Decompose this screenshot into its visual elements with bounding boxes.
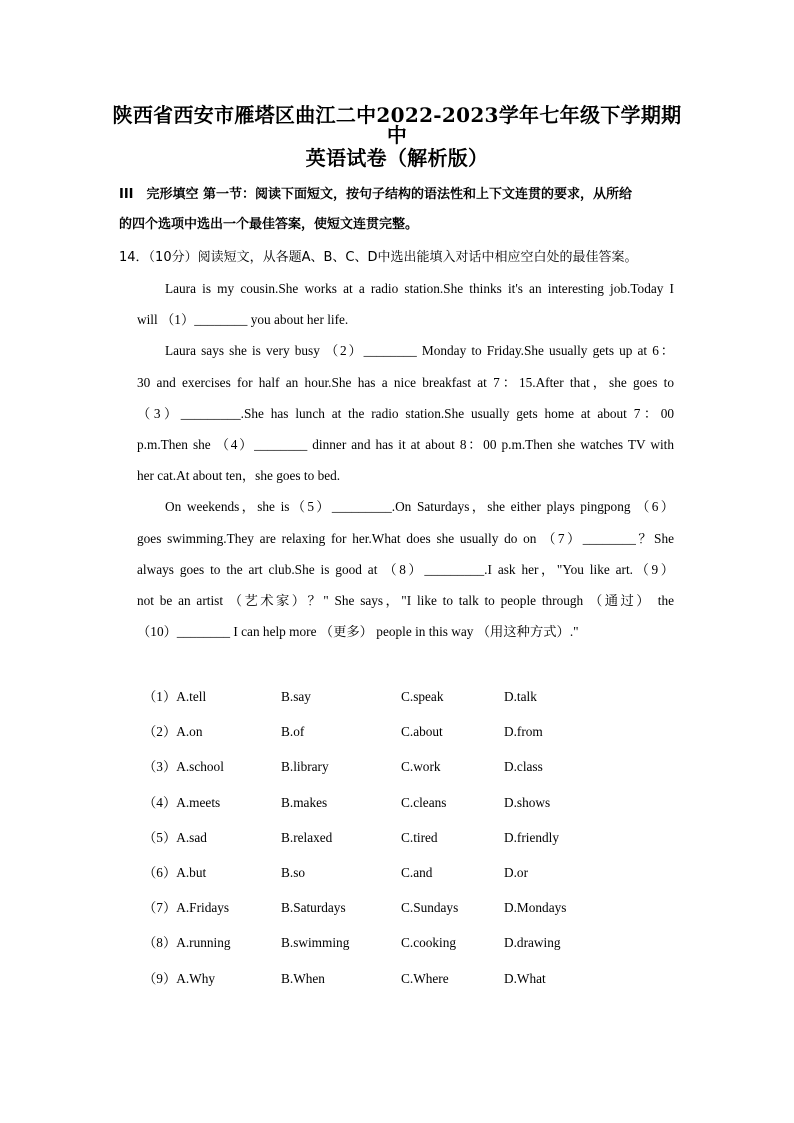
option-row bbox=[143, 824, 663, 859]
option-b: B.makes bbox=[281, 794, 328, 810]
option-d: D.drawing bbox=[504, 935, 561, 951]
section-heading-continued bbox=[119, 211, 679, 239]
option-c: C.work bbox=[401, 759, 441, 775]
option-row bbox=[143, 894, 663, 929]
option-a-text: A.running bbox=[176, 935, 231, 951]
option-c: C.Sundays bbox=[401, 900, 459, 916]
passage-line: 30 and exercises for half an hour.She has a nice breakfast at 7：15.After that，she goes to bbox=[137, 374, 674, 390]
option-c: C.speak bbox=[401, 689, 444, 704]
option-c: C.about bbox=[401, 724, 443, 740]
option-a-text: A.Fridays bbox=[176, 900, 230, 916]
option-b: B.so bbox=[281, 864, 306, 880]
page-title-continued: 英语试卷（解析版） bbox=[305, 146, 489, 170]
section-heading-text: III 完形填空 第一节：阅读下面短文，按句子结构的语法性和上下文连贯的要求，从所给 bbox=[119, 187, 633, 202]
option-a bbox=[143, 718, 202, 746]
option-b: B.relaxed bbox=[281, 829, 333, 845]
option-number: （9） bbox=[143, 970, 177, 986]
option-a bbox=[143, 859, 206, 887]
passage-line: her cat.At about ten，she goes to bed. bbox=[137, 468, 341, 484]
option-b: B.library bbox=[281, 759, 329, 775]
passage-line: goes swimming.They are relaxing for her.What does she usually do on （7）________？She bbox=[137, 530, 674, 546]
section-heading-cont-text: 的四个选项中选出一个最佳答案，使短文连贯完整。 bbox=[119, 217, 419, 232]
passage-line: p.m.Then she （4）________ dinner and has it at about 8：00 p.m.Then she watches TV with bbox=[137, 436, 674, 452]
option-number: （6） bbox=[143, 864, 177, 880]
option-row bbox=[143, 753, 663, 788]
option-number: （2） bbox=[143, 724, 177, 740]
option-d: D.Mondays bbox=[504, 900, 567, 916]
option-row bbox=[143, 789, 663, 824]
question-stem: 14．（10分）阅读短文，从各题A、B、C、D中选出能填入对话中相应空白处的最佳答案。 bbox=[119, 250, 638, 265]
passage-line: will （1）________ you about her life. bbox=[137, 312, 349, 328]
option-b: B.say bbox=[281, 689, 311, 704]
option-a-text: A.but bbox=[176, 864, 207, 880]
option-c: C.cooking bbox=[401, 935, 457, 951]
option-a bbox=[143, 965, 215, 993]
option-a bbox=[143, 683, 206, 711]
option-d: D.shows bbox=[504, 794, 551, 810]
option-b: B.swimming bbox=[281, 935, 350, 951]
option-row bbox=[143, 965, 663, 1000]
option-c: C.Where bbox=[401, 970, 449, 986]
option-d: D.friendly bbox=[504, 829, 560, 845]
option-number: （3） bbox=[143, 759, 177, 775]
option-d: D.class bbox=[504, 759, 543, 775]
option-b: B.When bbox=[281, 970, 325, 986]
option-row bbox=[143, 859, 663, 894]
passage-line: not be an artist （艺术家）？" She says，"I like to talk to people through （通过） the bbox=[137, 592, 674, 608]
option-a bbox=[143, 894, 229, 922]
option-a bbox=[143, 824, 207, 852]
option-b: B.of bbox=[281, 724, 305, 740]
option-d: D.or bbox=[504, 864, 529, 880]
section-heading bbox=[119, 181, 679, 209]
option-a bbox=[143, 753, 224, 781]
option-number: （5） bbox=[143, 829, 177, 845]
option-c: C.tired bbox=[401, 829, 438, 845]
option-number: （7） bbox=[143, 900, 177, 916]
passage-line: On weekends，she is（5）_________.On Saturdays，she either plays pingpong （6） bbox=[165, 499, 674, 515]
option-row bbox=[143, 718, 663, 753]
option-b: B.Saturdays bbox=[281, 900, 346, 916]
option-number: （4） bbox=[143, 794, 177, 810]
option-a-text: A.sad bbox=[176, 829, 207, 845]
passage-line: Laura is my cousin.She works at a radio station.She thinks it's an interesting job.Today I bbox=[165, 281, 674, 296]
page-title: 陕西省西安市雁塔区曲江二中2022-2023学年七年级下学期期中 bbox=[112, 103, 682, 147]
option-row bbox=[143, 929, 663, 964]
passage-line: Laura says she is very busy （2）________ Monday to Friday.She usually gets up at 6： bbox=[165, 343, 674, 359]
passage bbox=[137, 273, 674, 647]
passage-line: （10）________ I can help more （更多） people in this way （用这种方式）." bbox=[137, 624, 579, 640]
option-a-text: A.school bbox=[176, 759, 224, 775]
option-a bbox=[143, 929, 231, 957]
option-d: D.What bbox=[504, 970, 546, 986]
option-d: D.talk bbox=[504, 689, 537, 704]
option-c: C.and bbox=[401, 864, 433, 880]
passage-line: （3）_________.She has lunch at the radio station.She usually gets home at about 7：00 bbox=[137, 405, 674, 421]
option-a-text: A.tell bbox=[176, 689, 207, 704]
option-number: （1） bbox=[143, 689, 177, 704]
passage-line: always goes to the art club.She is good at （8）_________.I ask her，"You like art.（9） bbox=[137, 561, 674, 577]
option-a-text: A.Why bbox=[176, 970, 216, 986]
option-d: D.from bbox=[504, 724, 543, 740]
option-a-text: A.meets bbox=[176, 794, 221, 810]
option-a bbox=[143, 789, 220, 817]
answer-options bbox=[143, 683, 663, 1000]
option-number: （8） bbox=[143, 935, 177, 951]
option-c: C.cleans bbox=[401, 794, 447, 810]
option-a-text: A.on bbox=[176, 724, 203, 740]
option-row bbox=[143, 683, 663, 718]
